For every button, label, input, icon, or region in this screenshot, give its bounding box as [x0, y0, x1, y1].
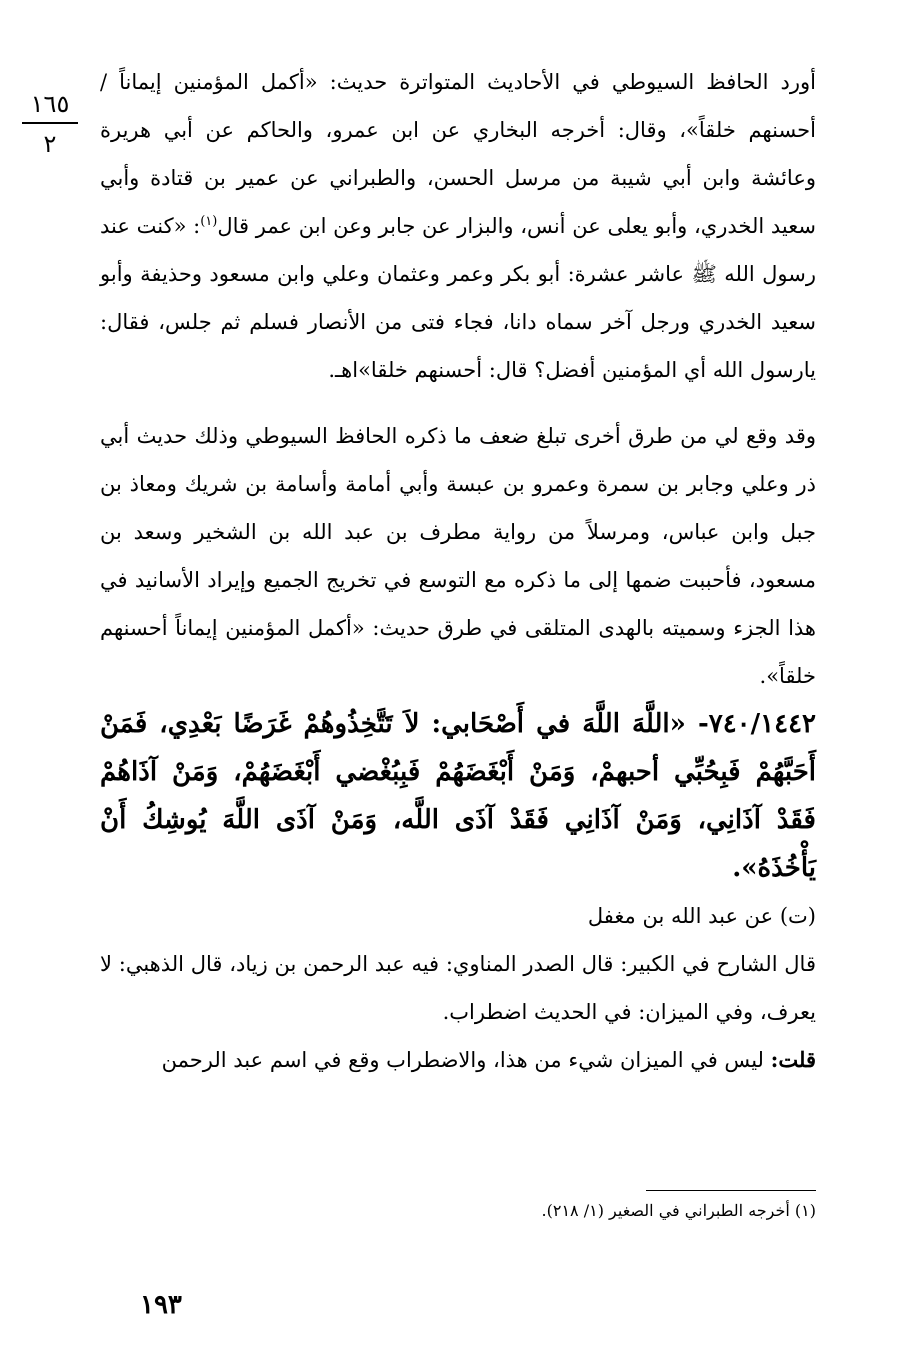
qultu-label: قلت:: [770, 1047, 816, 1072]
footnote-ref-1: (١): [200, 214, 218, 229]
page-number: ١٩٣: [140, 1290, 182, 1320]
margin-reference-part: ٢: [43, 130, 57, 158]
paragraph-gap: [100, 394, 816, 412]
page-body: [100, 58, 816, 1084]
hadith-text: ٧٤٠/١٤٤٢- «اللَّهَ اللَّهَ في أَصْحَابي: لاَ تَتَّخِذُوهُمْ غَرَضًا بَعْدِي، فَمَنْ أَحَبَّهُمْ فَبِحُبِّي أحبهمْ، وَمَنْ أَبْغَضَهُمْ فَبِبُغْضي أَبْغَضَهُمْ، وَمَنْ آذَاهُمْ فَقَدْ آذَانِي، وَمَنْ آذَانِي فَقَدْ آذَى اللَّه، وَمَنْ آذَى اللَّهَ يُوشِكُ أَنْ يَأْخُذَهُ».: [100, 709, 816, 883]
intro-paragraph-quote: : «كنت عند رسول الله ﷺ عاشر عشرة: أبو بكر وعمر وعثمان وعلي وابن مسعود وحذيفة وأبو سعيد الخدري ورجل آخر سماه دانا، فجاء فتى من الأنصار فسلم ثم جلس، فقال: يارسول الله أي المؤمنين أفضل؟ قال: أحسنهم خلقا»اهـ.: [100, 214, 816, 382]
margin-reference-volume: ١٦٥: [22, 92, 78, 124]
margin-reference: [22, 92, 78, 156]
intro-paragraph: [100, 58, 816, 394]
footnote-divider: [646, 1190, 816, 1191]
qultu-text: ليس في الميزان شيء من هذا، والاضطراب وقع في اسم عبد الرحمن: [161, 1048, 771, 1072]
commentary-paragraph: قال الشارح في الكبير: قال الصدر المناوي: فيه عبد الرحمن بن زياد، قال الذهبي: لا يعرف، وفي الميزان: في الحديث اضطراب.: [100, 952, 816, 1024]
paths-paragraph: وقد وقع لي من طرق أخرى تبلغ ضعف ما ذكره الحافظ السيوطي وذلك حديث أبي ذر وعلي وجابر بن سمرة وعمرو بن عبسة وأبي أمامة وأسامة بن شريك ومعاذ بن جبل وابن عباس، ومرسلاً من رواية مطرف بن عبد الله بن الشخير وسعد بن مسعود، فأحببت ضمها إلى ما ذكره مع التوسع في تخريج الجميع وإيراد الأسانيد في هذا الجزء وسميته بالهدى المتلقى في طرق حديث: «أكمل المؤمنين إيماناً أحسنهم خلقاً».: [100, 424, 816, 688]
footnotes: [100, 1190, 816, 1241]
qultu-paragraph: [100, 1036, 816, 1084]
hadith-source: (ت) عن عبد الله بن مغفل: [587, 904, 816, 928]
intro-paragraph-text: أورد الحافظ السيوطي في الأحاديث المتواترة حديث: «أكمل المؤمنين إيماناً / أحسنهم خلقاً»، وقال: أخرجه البخاري عن ابن عمرو، والحاكم عن أبي هريرة وعائشة وابن أبي شيبة من مرسل الحسن، والطبراني عن عمير بن قتادة وأبي سعيد الخدري، وأبو يعلى عن أنس، والبزار عن جابر وعن ابن عمر قال: [100, 70, 816, 238]
footnote-1: (١) أخرجه الطبراني في الصغير (١/ ٢١٨).: [541, 1201, 816, 1220]
